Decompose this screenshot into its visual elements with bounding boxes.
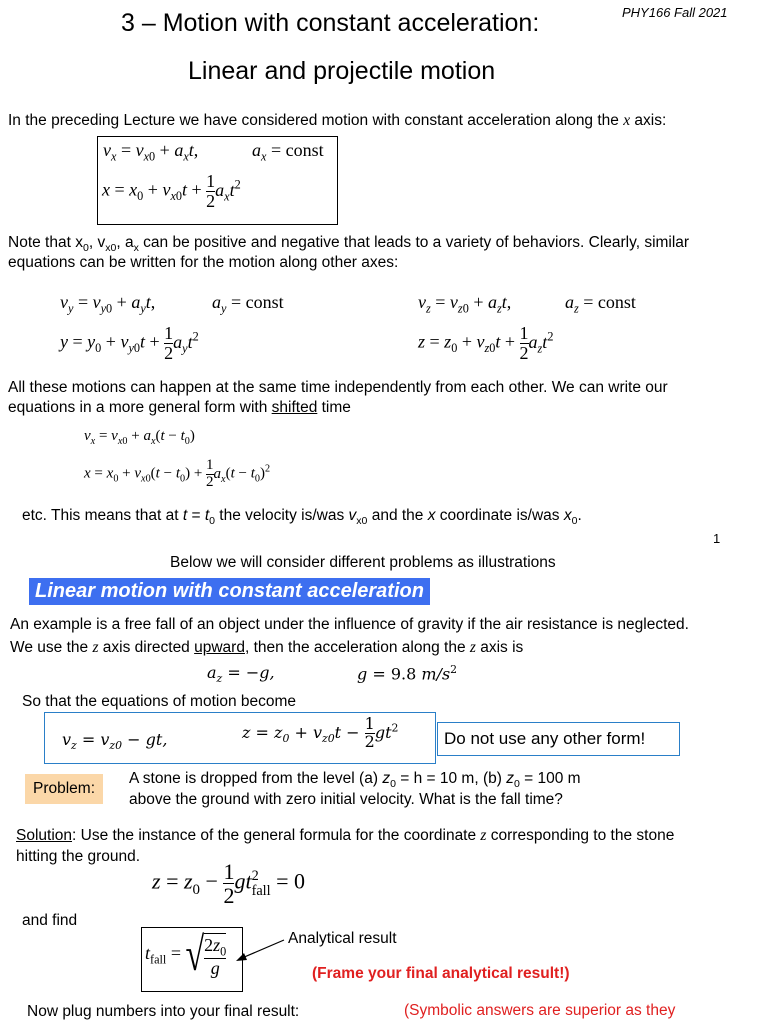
page-subtitle: Linear and projectile motion xyxy=(188,57,496,85)
example-line-1: An example is a free fall of an object under the influence of gravity if the air resistance is neglected. xyxy=(10,616,689,633)
vz-motion-equation: $v_z = v_{z0}$ − gt, xyxy=(62,730,168,753)
acceleration-equation: $a_z = -g$, xyxy=(207,663,275,686)
az-const: $a_z$ = const xyxy=(565,292,636,316)
x-equation: $x = x_0 + v_{x0}t$ + $\frac{1}{2}$ $a_xt^2$ xyxy=(102,171,241,211)
arrow-to-result xyxy=(228,936,288,966)
vy-equation: $v_y = v_{y0} + a_yt$, xyxy=(60,292,156,316)
vx-equation: $v_x = v_{x0} + a_xt$, xyxy=(103,140,199,164)
page-number: 1 xyxy=(713,531,721,546)
page-title: 3 – Motion with constant acceleration: xyxy=(121,9,540,37)
example-line-2: We use the z axis directed upward, then the acceleration along the z axis is xyxy=(10,639,524,656)
ay-const: $a_y$ = const xyxy=(212,292,284,316)
z-motion-equation: $z = z_0 + v_{z0}t$ − $\frac{1}{2}$ $gt^2$ xyxy=(242,714,399,751)
and-find: and find xyxy=(22,912,78,929)
equations-intro: So that the equations of motion become xyxy=(22,693,297,710)
all-motions-line-2: equations in a more general form with shifted time xyxy=(8,399,351,416)
landing-equation: $z = z_0$ − $\frac{1}{2}$ gt 2 fall = 0 xyxy=(152,859,306,909)
frame-note: (Frame your final analytical result!) xyxy=(312,965,570,982)
y-equation: $y = y_0 + v_{y0}t$ + $\frac{1}{2}$ $a_yt^2$ xyxy=(60,323,199,363)
problem-label: Problem: xyxy=(25,774,103,804)
etc-line: etc. This means that at $t = t_0$ the velocity is/was $v_{x0}$ and the x coordinate is/was $x_0$. xyxy=(22,507,582,528)
solution-line-1: Solution: Use the instance of the general formula for the coordinate z corresponding to the stone xyxy=(16,827,675,844)
problem-line-1: A stone is dropped from the level (a) $z_0 = h = 10$ m, (b) $z_0 = 100$ m xyxy=(129,770,581,791)
z-equation: $z = z_0 + v_{z0}t$ + $\frac{1}{2}$ $a_zt^2$ xyxy=(418,323,554,363)
problem-line-2: above the ground with zero initial velocity. What is the fall time? xyxy=(129,791,563,808)
course-label: PHY166 Fall 2021 xyxy=(622,5,728,20)
vx-shifted-equation: $v_x = v_{x0} + a_x(t - t_0)$ xyxy=(84,428,195,447)
solution-line-2: hitting the ground. xyxy=(16,848,141,865)
symbolic-note: (Symbolic answers are superior as they xyxy=(404,1002,676,1019)
below-text: Below we will consider different problems as illustrations xyxy=(170,554,556,571)
ax-const: $a_x$ = const xyxy=(252,140,324,164)
vz-equation: $v_z = v_{z0} + a_zt$, xyxy=(418,292,512,316)
g-value: g = 9.8 $m/s^2$ xyxy=(357,663,458,684)
analytical-label: Analytical result xyxy=(288,930,397,947)
section-banner: Linear motion with constant acceleration xyxy=(29,578,430,605)
warning-text: Do not use any other form! xyxy=(444,729,646,748)
x-shifted-equation: $x = x_0 + v_{x0}(t - t_0)$ + $\frac{1}{2}$ $a_x(t - t_0)^2$ xyxy=(84,457,271,490)
note-line-1: Note that $x_0$, $v_{x0}$, $a_x$ can be positive and negative that leads to a variety of behaviors. Clearly, similar xyxy=(8,234,690,255)
fall-time-result: $t_{fall}$ = √ $\frac{2z_0}{g}$ xyxy=(145,929,227,981)
note-line-2: equations can be written for the motion along other axes: xyxy=(8,254,399,271)
all-motions-line-1: All these motions can happen at the same time independently from each other. We can write our xyxy=(8,379,668,396)
plug-numbers: Now plug numbers into your final result: xyxy=(27,1003,300,1020)
intro-text: In the preceding Lecture we have considered motion with constant acceleration along the x axis: xyxy=(8,112,667,129)
